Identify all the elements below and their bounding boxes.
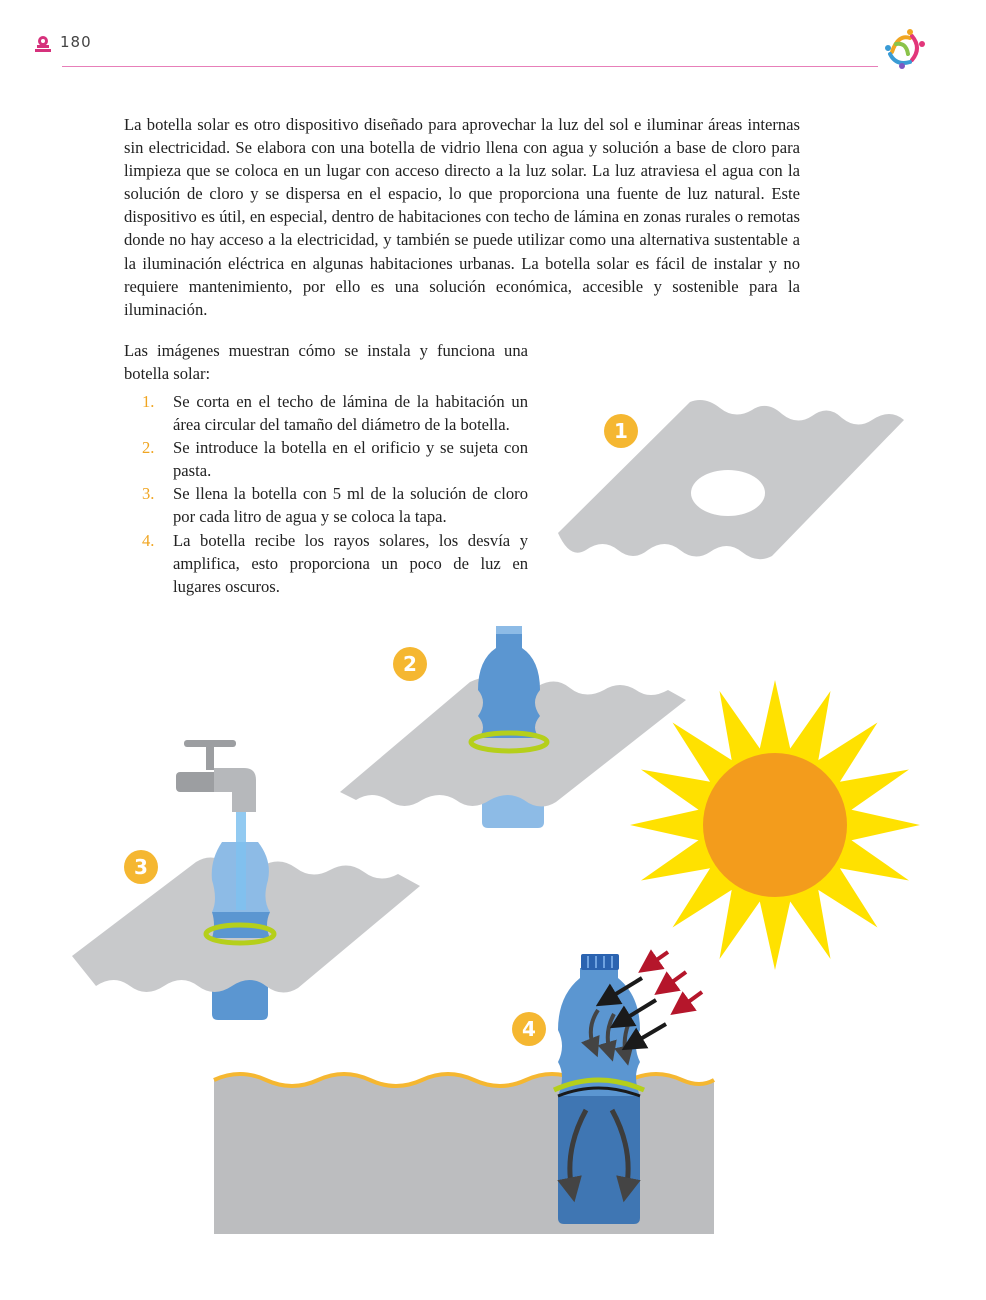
lead-paragraph: Las imágenes muestran cómo se instala y funciona una botella solar: bbox=[124, 341, 528, 384]
cut-hole bbox=[691, 470, 765, 516]
step-number: 2. bbox=[142, 438, 155, 458]
step-2-bottle-installed bbox=[340, 626, 686, 828]
badge-4 bbox=[512, 1012, 546, 1046]
badge-2 bbox=[393, 647, 427, 681]
step-text: Se corta en el techo de lámina de la habitación un área circular del tamaño del diámetro de la botella. bbox=[173, 392, 528, 435]
step-text: Se llena la botella con 5 ml de la solución de cloro por cada litro de agua y se coloca la tapa. bbox=[173, 484, 528, 527]
intro-paragraph: La botella solar es otro dispositivo diseñado para aprovechar la luz del sol e iluminar áreas internas sin electricidad. Se elabora con una botella de vidrio llena con agua y solución a base de cloro para limpieza que se coloca en un lugar con acceso directo a la luz solar. La luz atraviesa el agua con la solución de cloro y se dispersa en el espacio, lo que proporciona una fuente de luz natural. Este dispositivo es útil, en especial, dentro de habitaciones con techo de lámina en zonas rurales o remotas donde no hay acceso a la electricidad, y también se puede utilizar como una alternativa sustentable a la iluminación eléctrica en algunas habitaciones urbanas. La botella solar es fácil de instalar y no requiere mantenimiento, por ello es una solución económica, accesible y sostenible para la iluminación. bbox=[124, 115, 800, 319]
badge-3 bbox=[124, 850, 158, 884]
page-number: 180 bbox=[60, 33, 92, 51]
step-number: 3. bbox=[142, 484, 155, 504]
badge-label: 1 bbox=[614, 419, 628, 443]
step-text: Se introduce la botella en el orificio y se sujeta con pasta. bbox=[173, 438, 528, 481]
badge-label: 4 bbox=[522, 1017, 536, 1041]
badge-1 bbox=[604, 414, 638, 448]
faucet-icon bbox=[176, 740, 256, 812]
step-number: 1. bbox=[142, 392, 155, 411]
badge-label: 3 bbox=[134, 855, 148, 879]
step-number: 4. bbox=[142, 530, 155, 550]
sun-icon bbox=[630, 680, 920, 970]
badge-label: 2 bbox=[403, 652, 417, 676]
step-4-room-section bbox=[214, 952, 714, 1234]
step-text: La botella recibe los rayos solares, los desvía y amplifica, esto proporciona un poco de luz en lugares oscuros. bbox=[173, 530, 528, 596]
